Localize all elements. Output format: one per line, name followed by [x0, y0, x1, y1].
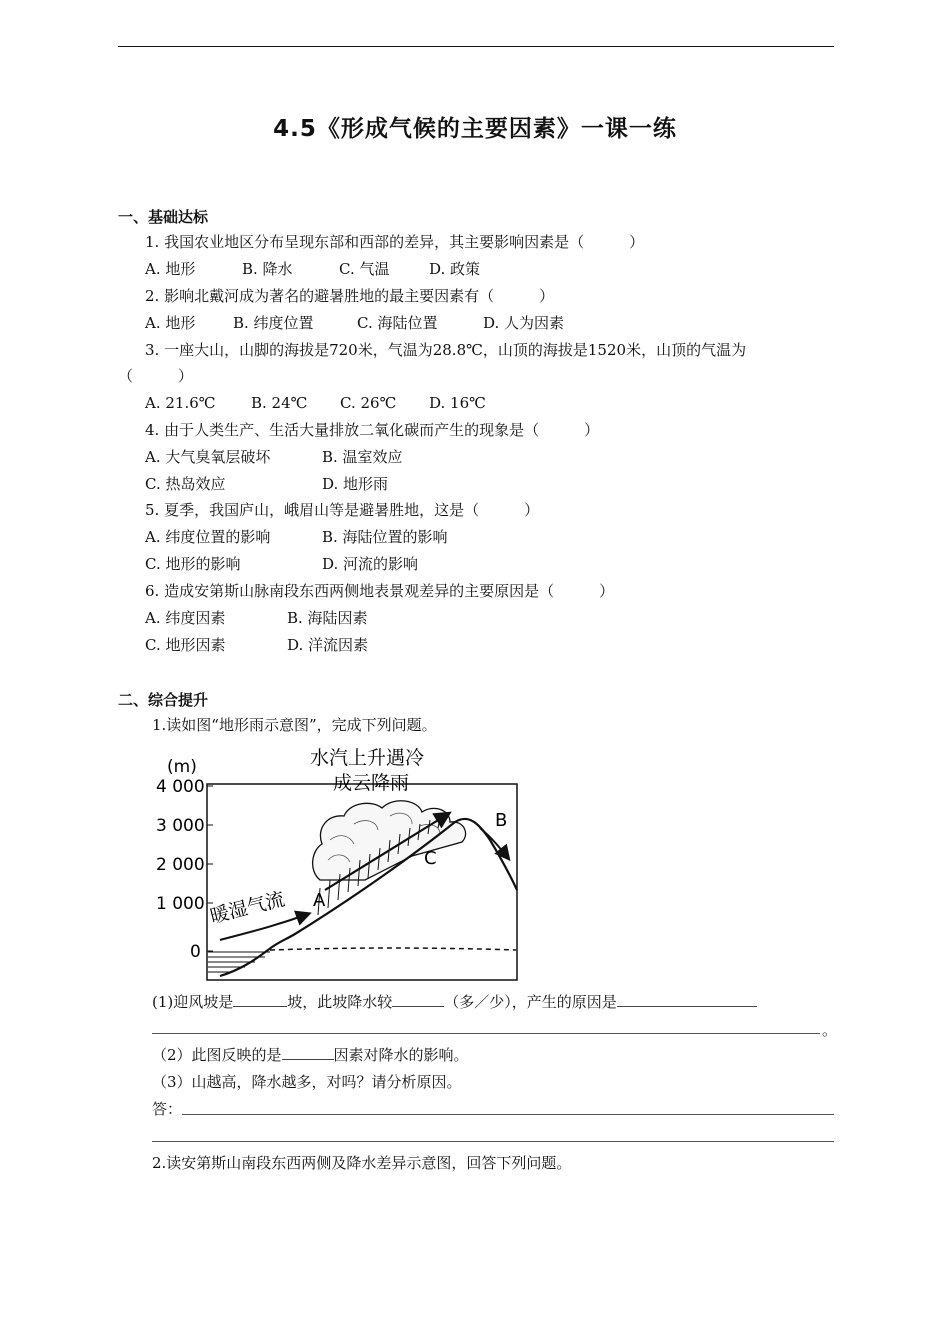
sub-question-2	[152, 1045, 469, 1065]
option: C. 地形的影响	[145, 555, 241, 573]
descending-air-arrow	[480, 828, 508, 858]
q2-options	[145, 313, 564, 333]
cloud-shape	[313, 801, 466, 880]
answer-label: 答：	[152, 1100, 183, 1118]
section2-heading: 二、综合提升	[118, 691, 209, 709]
option: A. 纬度位置的影响	[145, 528, 271, 546]
label-a: A	[313, 890, 326, 911]
y-tick-label: 1 000	[156, 894, 205, 914]
q5-stem: 5. 夏季，我国庐山，峨眉山等是避暑胜地，这是（ ）	[145, 501, 540, 519]
q6-stem: 6. 造成安第斯山脉南段东西两侧地表景观差异的主要原因是（ ）	[145, 582, 615, 600]
sub-question-1	[152, 992, 757, 1012]
option: D. 河流的影响	[322, 555, 419, 573]
section1-heading: 一、基础达标	[118, 208, 209, 226]
y-tick-label: 2 000	[156, 855, 205, 875]
warm-air-label: 暖湿气流	[207, 888, 287, 928]
sub1-text-a: (1)迎风坡是	[152, 993, 234, 1011]
label-c: C	[424, 848, 437, 869]
q5-options-row1	[145, 527, 448, 547]
q1-stem: 1. 我国农业地区分布呈现东部和西部的差异，其主要影响因素是（ ）	[145, 233, 645, 251]
q4-options-row2	[145, 474, 388, 494]
option: C. 热岛效应	[145, 475, 226, 493]
blank-precipitation-amount[interactable]	[392, 992, 444, 1007]
option: A. 地形	[145, 314, 196, 332]
q3-stem-cont: （ ）	[118, 367, 194, 385]
label-b: B	[495, 810, 508, 831]
q5-options-row2	[145, 554, 418, 574]
option: B. 24℃	[251, 394, 308, 412]
option: A. 大气臭氧层破坏	[145, 448, 271, 466]
q3-options	[145, 393, 486, 413]
answer-line[interactable]	[152, 1141, 834, 1142]
q2-stem: 2. 影响北戴河成为著名的避暑胜地的最主要因素有（ ）	[145, 287, 555, 305]
q4-options-row1	[145, 447, 403, 467]
blank-reason[interactable]	[617, 992, 757, 1007]
option: A. 地形	[145, 260, 196, 278]
option: B. 降水	[242, 260, 293, 278]
q1-intro: 1.读如图“地形雨示意图”，完成下列问题。	[152, 716, 437, 734]
blank-windward-slope[interactable]	[233, 992, 287, 1007]
q6-options-row2	[145, 635, 368, 655]
y-tick-label: 0	[190, 942, 201, 962]
option: B. 纬度位置	[233, 314, 314, 332]
option: D. 洋流因素	[287, 636, 369, 654]
option: D. 政策	[429, 260, 481, 278]
q2-intro: 2.读安第斯山南段东西两侧及降水差异示意图，回答下列问题。	[152, 1154, 572, 1172]
option: D. 16℃	[429, 394, 486, 412]
sub1-text-c: （多／少），产生的原因是	[444, 993, 617, 1011]
orographic-rain-figure	[150, 740, 530, 985]
q4-stem: 4. 由于人类生产、生活大量排放二氧化碳而产生的现象是（ ）	[145, 421, 600, 439]
option: A. 21.6℃	[145, 394, 216, 412]
figure-caption-line2: 成云降雨	[333, 772, 410, 794]
q1-options	[145, 259, 480, 279]
sub1-text-b: 坡，此坡降水较	[287, 993, 393, 1011]
option: C. 26℃	[340, 394, 397, 412]
figure-caption-line1: 水汽上升遇冷	[310, 747, 425, 769]
sub2-text-b: 因素对降水的影响。	[333, 1046, 469, 1064]
option: D. 人为因素	[483, 314, 565, 332]
q3-stem: 3. 一座大山，山脚的海拔是720米，气温为28.8℃，山顶的海拔是1520米，山顶的气温为	[145, 341, 747, 359]
option: A. 纬度因素	[145, 609, 226, 627]
option: C. 气温	[339, 260, 390, 278]
sea-level-dashed-line	[270, 948, 516, 950]
blank-factor[interactable]	[282, 1045, 334, 1060]
y-tick-label: 3 000	[156, 816, 205, 836]
option: B. 海陆因素	[287, 609, 368, 627]
option: C. 海陆位置	[357, 314, 438, 332]
page-title: 4.5《形成气候的主要因素》一课一练	[273, 116, 677, 142]
q6-options-row1	[145, 608, 368, 628]
answer-line[interactable]	[182, 1114, 834, 1115]
answer-line[interactable]	[152, 1033, 820, 1034]
y-tick-label: 4 000	[156, 777, 205, 797]
sub1-end-mark: 。	[822, 1021, 838, 1039]
option: D. 地形雨	[322, 475, 389, 493]
option: B. 温室效应	[322, 448, 403, 466]
sub2-text-a: （2）此图反映的是	[152, 1046, 282, 1064]
option: C. 地形因素	[145, 636, 226, 654]
y-unit: (m)	[167, 757, 197, 777]
sub-question-3: （3）山越高，降水越多，对吗？请分析原因。	[152, 1073, 462, 1091]
header-rule	[118, 46, 834, 47]
option: B. 海陆位置的影响	[322, 528, 448, 546]
